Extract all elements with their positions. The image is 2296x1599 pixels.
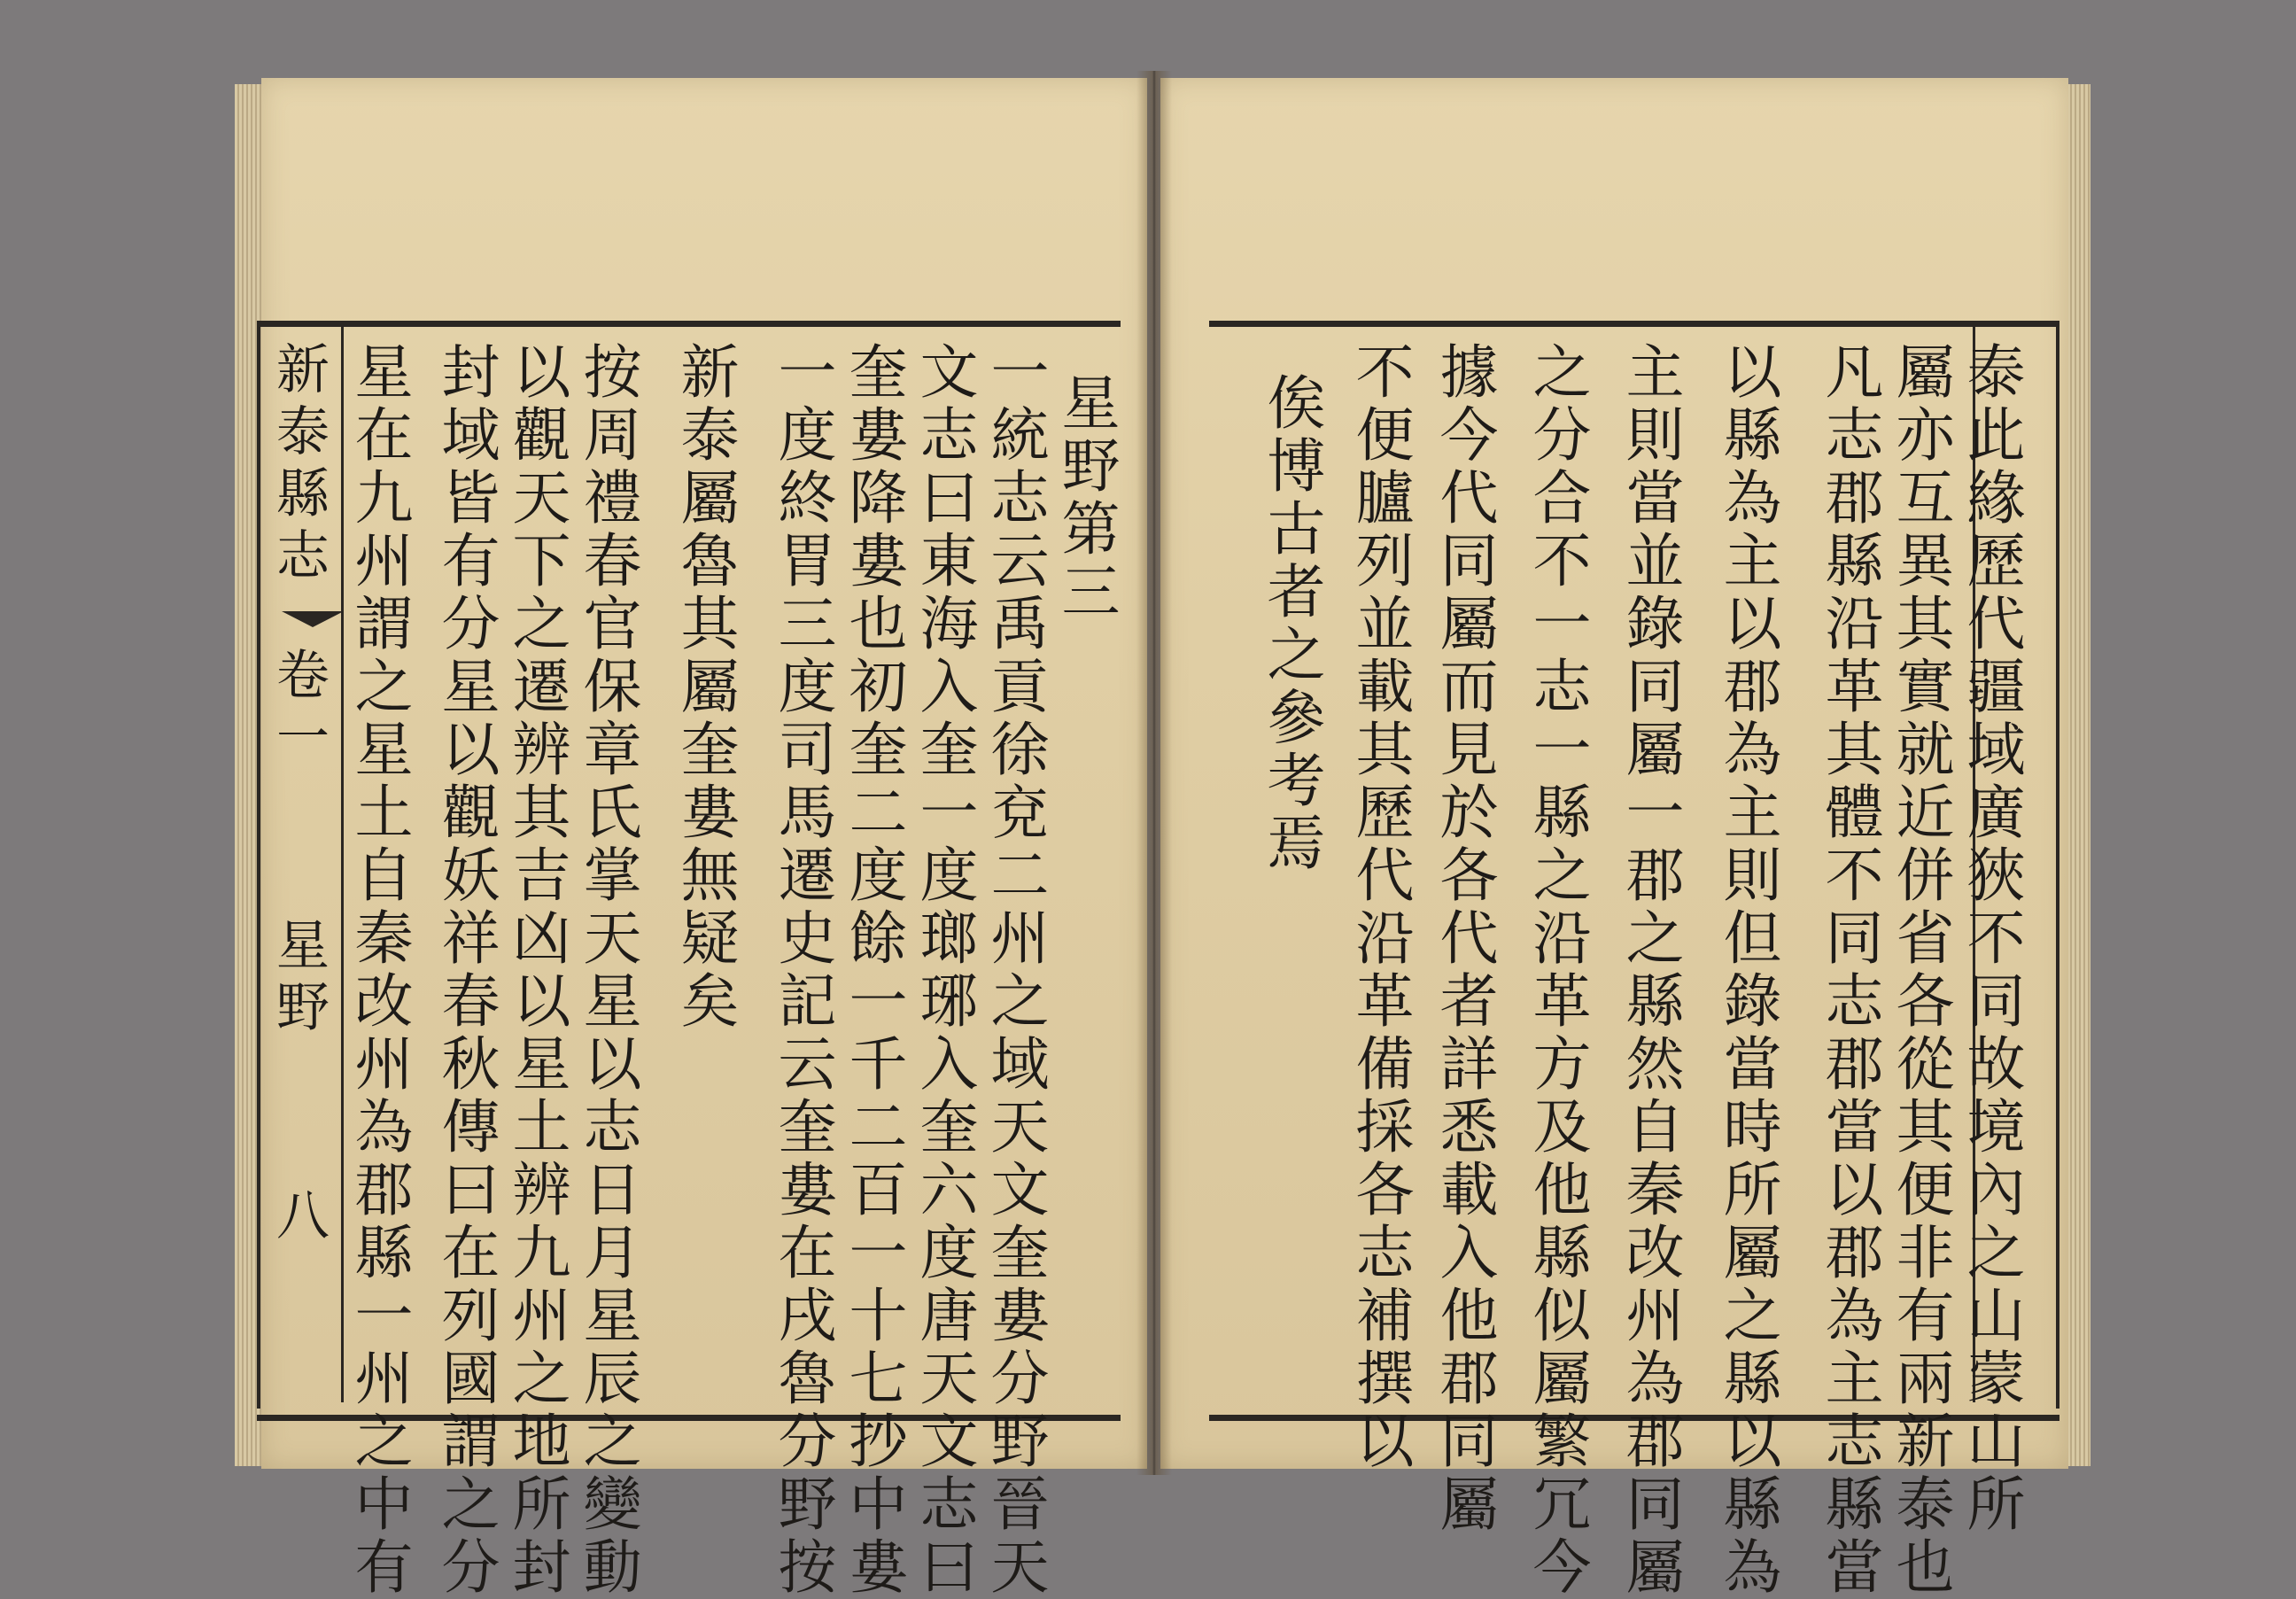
margin-volume: 卷一 <box>268 647 330 771</box>
book-gutter <box>1136 71 1172 1475</box>
margin-page-number: 八 <box>268 1187 330 1249</box>
text-column: 封域皆有分星以觀妖祥春秋傳曰在列國謂之分 <box>431 341 500 1599</box>
text-column: 星在九州謂之星土自秦改州為郡縣一州之中有 <box>345 341 413 1599</box>
margin-section: 星野 <box>268 917 330 1041</box>
text-column: 一統志云禹貢徐兗二州之域天文奎婁分野晉天 <box>981 341 1049 1599</box>
text-column: 俟博古者之參考焉 <box>1257 372 1325 875</box>
right-frame-outer-rule <box>2056 321 2059 1409</box>
text-column: 之分合不一志一縣之沿革方及他縣似屬繁冗今 <box>1523 341 1591 1599</box>
text-column: 泰此緣歷代疆域廣狹不同故境內之山蒙山所 <box>1957 341 2025 1536</box>
text-column: 據今代同屬而見於各代者詳悉載入他郡同屬 <box>1430 341 1498 1536</box>
text-column: 奎婁降婁也初奎二度餘一千二百一十七抄中婁 <box>839 341 907 1599</box>
text-column: 屬亦互異其實就近併省各從其便非有兩新泰也 <box>1886 341 1954 1599</box>
text-column: 主則當並錄同屬一郡之縣然自秦改州為郡同屬 <box>1616 341 1684 1599</box>
left-frame-margin-rule <box>341 327 344 1402</box>
text-column: 一度終胃三度司馬遷史記云奎婁在戌魯分野按 <box>768 341 836 1599</box>
margin-title: 新泰縣志 <box>268 341 330 589</box>
text-column: 文志曰東海入奎一度瑯琊入奎六度唐天文志曰 <box>910 341 978 1599</box>
text-column: 以觀天下之遷辨其吉凶以星土辨九州之地所封 <box>502 341 570 1599</box>
left-frame-outer-rule <box>257 321 260 1409</box>
text-column: 以縣為主以郡為主則但錄當時所屬之縣以縣為 <box>1713 341 1781 1599</box>
text-column: 按周禮春官保章氏掌天星以志日月星辰之變動 <box>573 341 641 1599</box>
text-column: 新泰屬魯其屬奎婁無疑矣 <box>671 341 739 1033</box>
text-column: 凡志郡縣沿革其體不同志郡當以郡為主志縣當 <box>1815 341 1883 1599</box>
text-column: 星野第三 <box>1051 372 1120 624</box>
fish-tail-ornament <box>282 611 344 627</box>
text-column: 不便臚列並載其歷代沿革備採各志補撰以 <box>1346 341 1414 1473</box>
